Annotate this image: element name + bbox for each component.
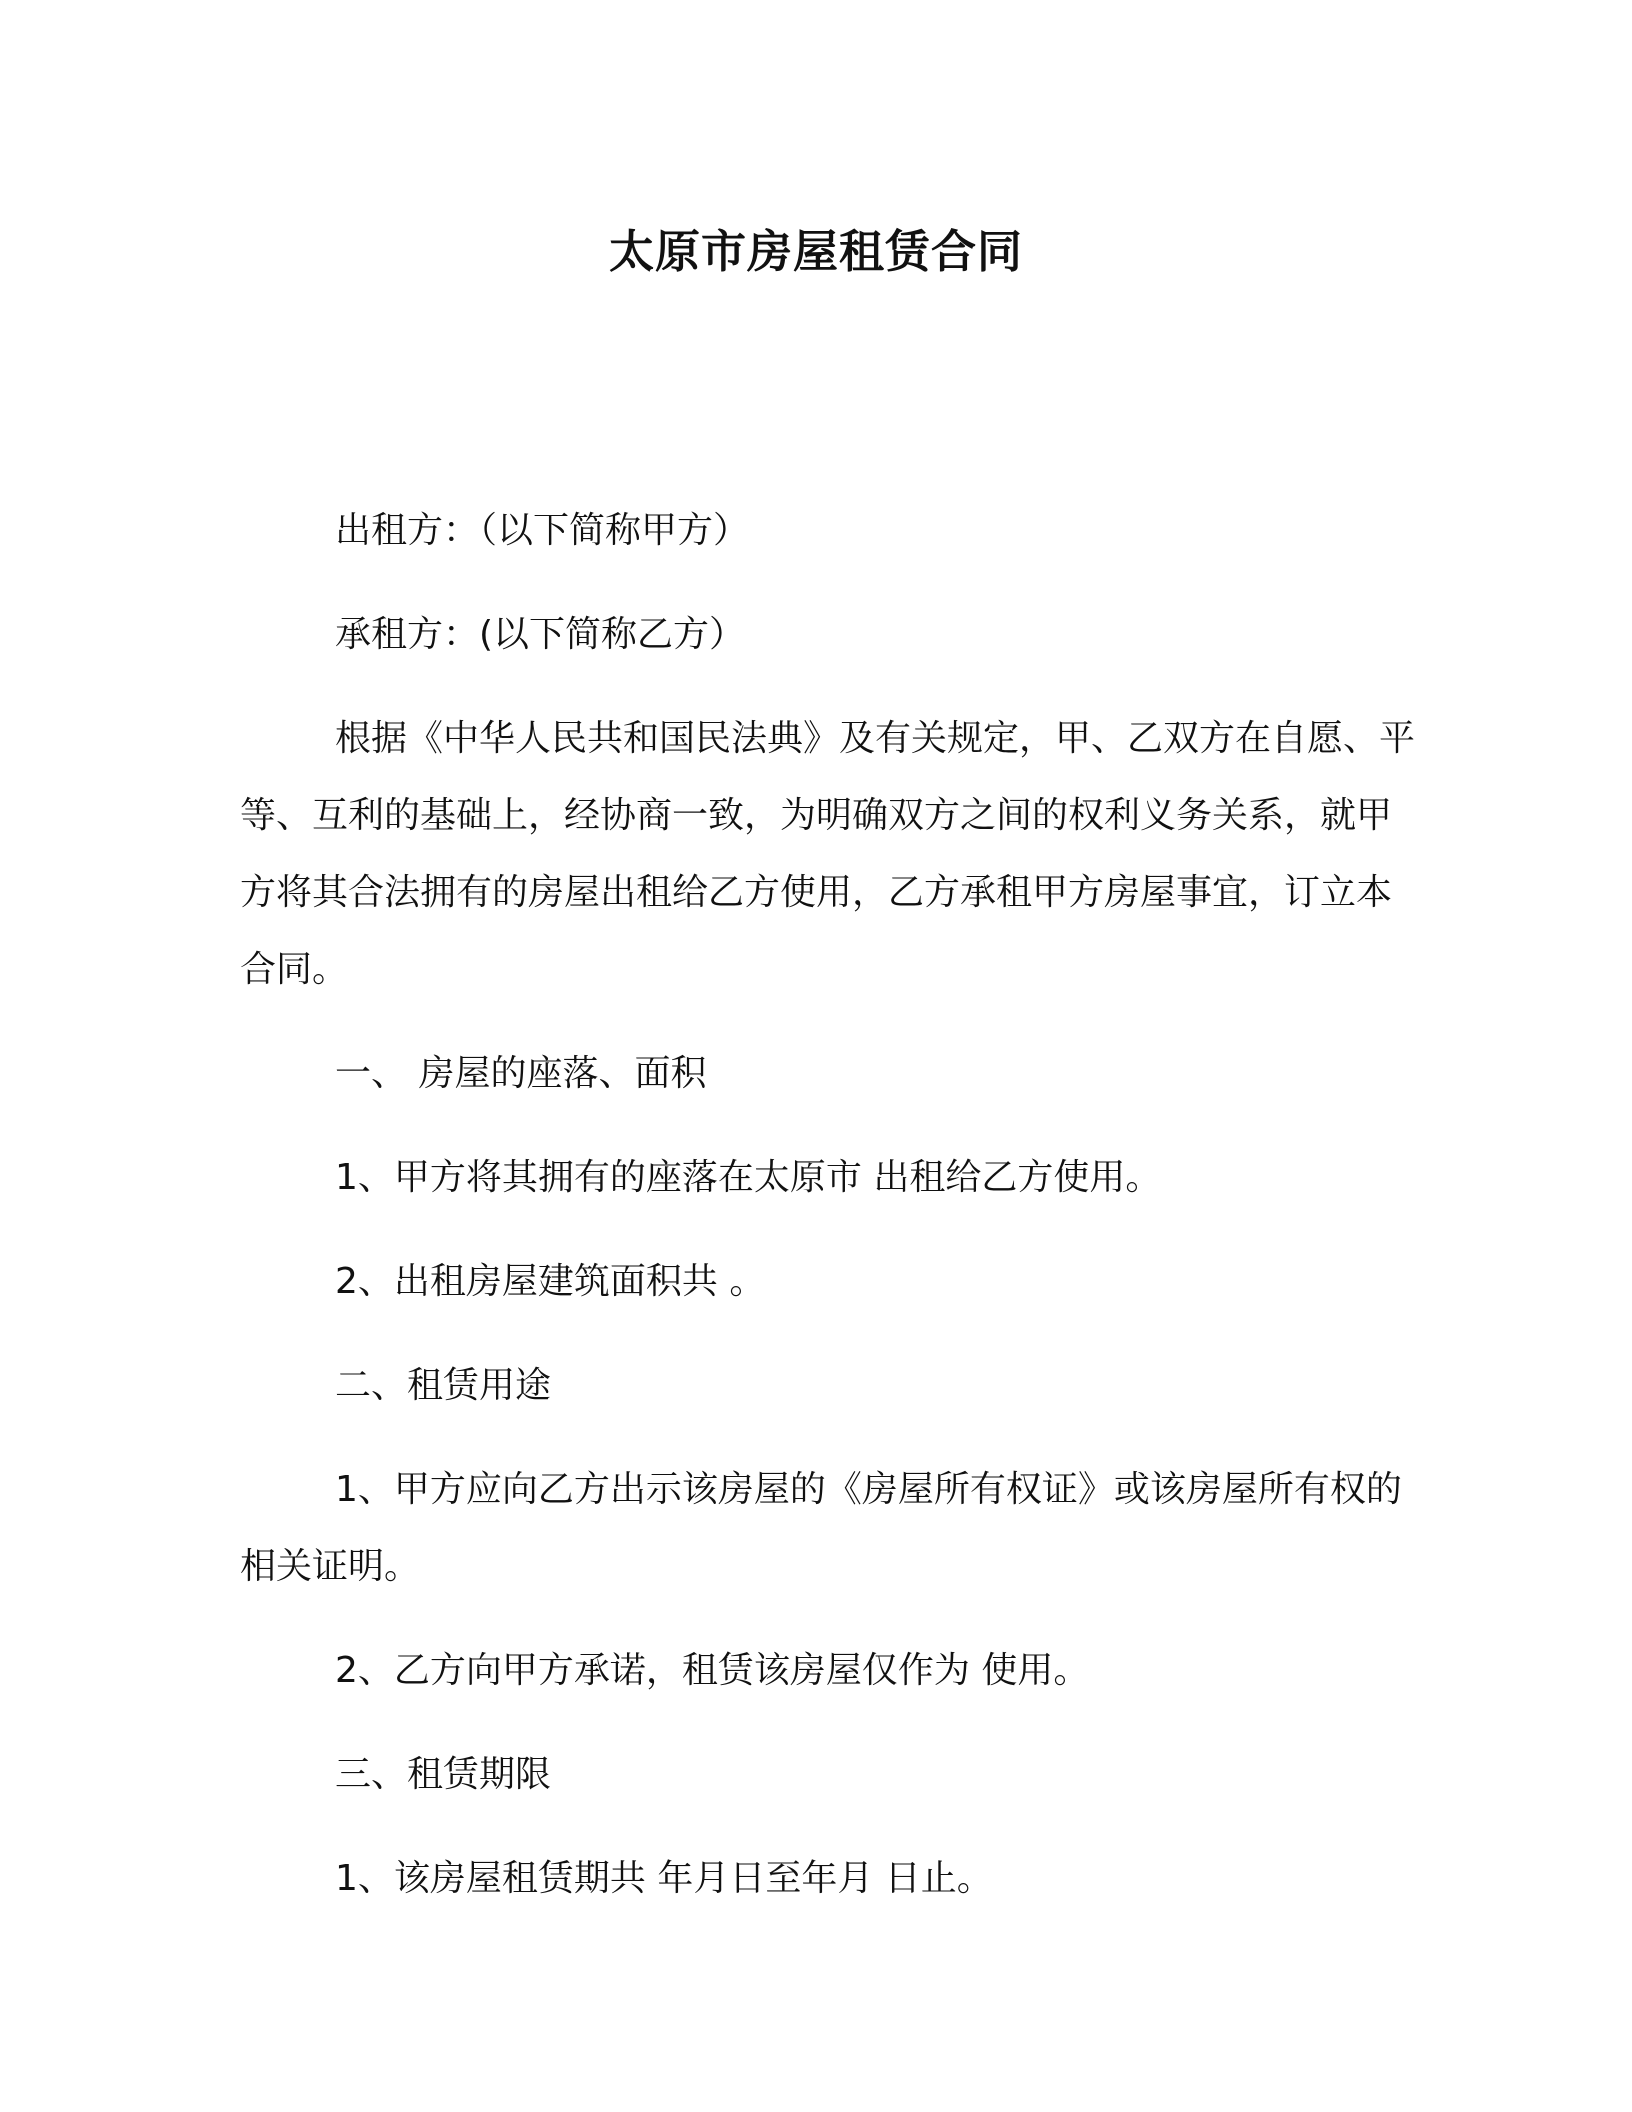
clause-2-2: 2、乙方向甲方承诺，租赁该房屋仅作为 使用。 bbox=[335, 1650, 1090, 1691]
clause-3-1: 1、该房屋租赁期共 年月日至年月 日止。 bbox=[335, 1858, 993, 1899]
clause-1-2: 2、出租房屋建筑面积共 。 bbox=[335, 1261, 766, 1302]
clause-2-1: 1、甲方应向乙方出示该房屋的《房屋所有权证》或该房屋所有权的相关证明。 bbox=[240, 1469, 1402, 1587]
paragraph-lessor: 出租方：（以下简称甲方） bbox=[335, 510, 750, 551]
section-heading-1: 一、 房屋的座落、面积 bbox=[335, 1053, 707, 1094]
section-heading-2: 二、租赁用途 bbox=[335, 1365, 552, 1406]
clause-1-1: 1、甲方将其拥有的座落在太原市 出租给乙方使用。 bbox=[335, 1157, 1162, 1198]
paragraph-lessee: 承租方：(以下简称乙方） bbox=[335, 614, 746, 655]
document-body bbox=[240, 492, 1420, 1917]
section-heading-3: 三、租赁期限 bbox=[335, 1754, 552, 1795]
paragraph-preamble: 根据《中华人民共和国民法典》及有关规定，甲、乙双方在自愿、平等、互利的基础上，经协商一致，为明确双方之间的权利义务关系，就甲方将其合法拥有的房屋出租给乙方使用，乙方承租甲方房屋事宜，订立本合同。 bbox=[240, 718, 1416, 990]
document-title: 太原市房屋租赁合同 bbox=[608, 225, 1023, 278]
